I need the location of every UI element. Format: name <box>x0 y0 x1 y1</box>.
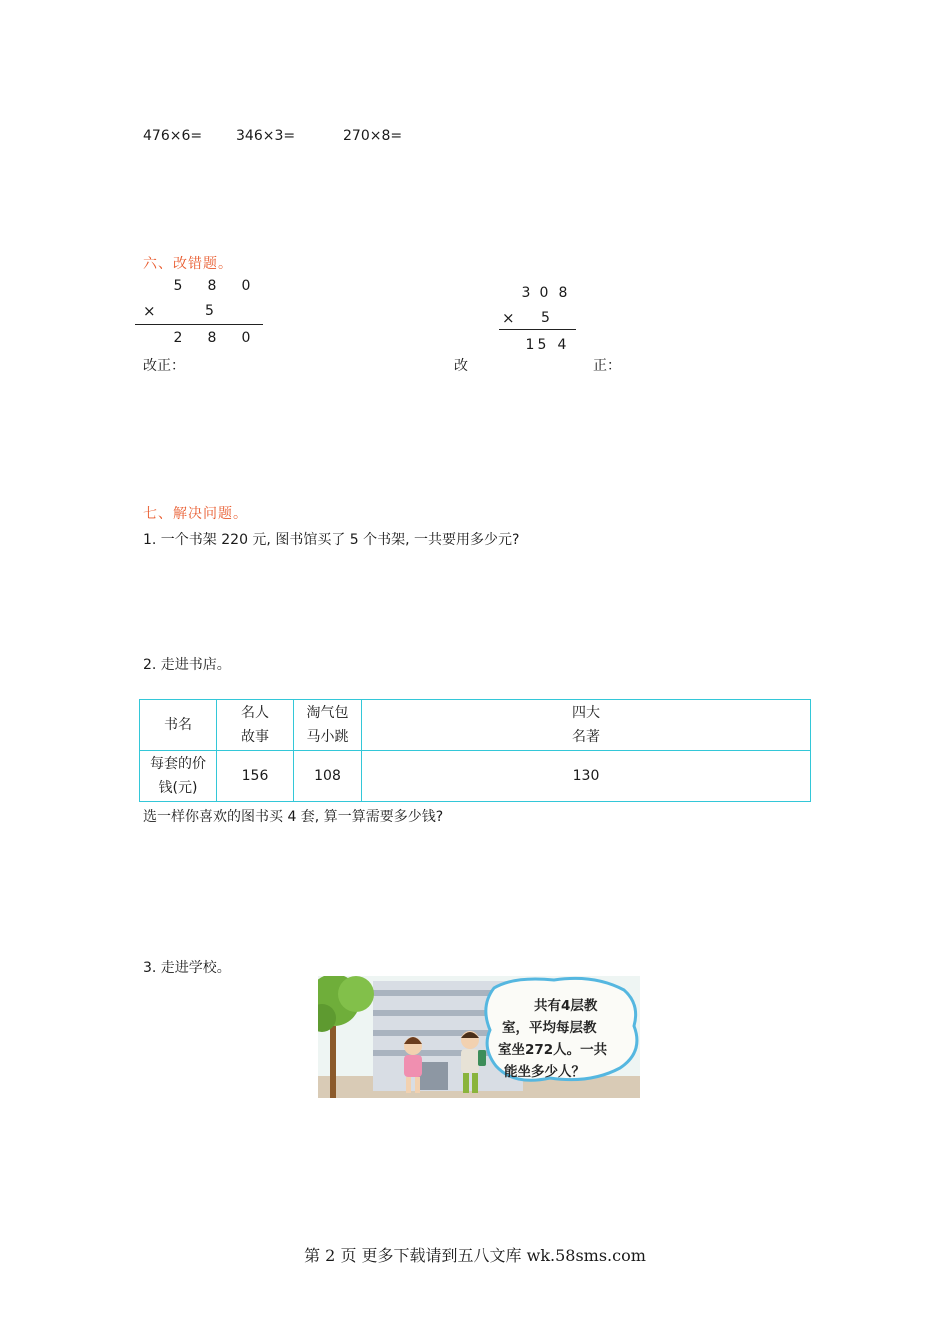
left-mult-sign: × <box>143 302 156 320</box>
page-footer: 第 2 页 更多下载请到五八文库 wk.58sms.com <box>304 1246 646 1265</box>
question-2-prompt: 选一样你喜欢的图书买 4 套, 算一算需要多少钱? <box>143 809 444 825</box>
correction-left-label: 改正： <box>143 358 185 374</box>
left-result <box>166 330 258 346</box>
section6-heading: 六、改错题。 <box>143 256 233 272</box>
table-header-cell: 书名 <box>140 700 217 751</box>
digit: 0 <box>241 278 251 294</box>
table-header-cell: 四大 名著 <box>362 700 811 751</box>
digit: 4 <box>557 337 567 353</box>
calc-q3: 270×8= <box>343 128 403 144</box>
table-header-cell: 每套的价 钱(元) <box>140 751 217 802</box>
digit: 8 <box>558 285 568 301</box>
right-top-number <box>518 285 571 301</box>
bubble-line: 室，平均每层教 <box>502 1020 597 1036</box>
digit: 8 <box>207 330 217 346</box>
question-2: 2. 走进书店。 <box>143 657 231 673</box>
calc-q2: 346×3= <box>236 128 296 144</box>
right-mult-sign: × <box>502 309 515 327</box>
table-cell: 130 <box>362 751 811 802</box>
digit: 5 <box>173 278 183 294</box>
question-1: 1. 一个书架 220 元, 图书馆买了 5 个书架, 一共要用多少元? <box>143 532 520 548</box>
correction-right-label-b: 正： <box>593 358 621 374</box>
right-result <box>524 337 570 353</box>
digit: 8 <box>207 278 217 294</box>
right-rule <box>499 329 576 330</box>
digit: 2 <box>173 330 183 346</box>
table-row <box>140 751 811 802</box>
digit: 0 <box>539 285 549 301</box>
left-multiplier: 5 <box>205 303 214 319</box>
left-rule <box>135 324 263 325</box>
bubble-line: 能坐多少人？ <box>504 1064 585 1080</box>
left-top-number <box>166 278 258 294</box>
bubble-line: 室坐272人。一共 <box>498 1042 608 1058</box>
book-price-table <box>139 699 811 802</box>
correction-right-label-a: 改 <box>454 358 468 374</box>
table-row <box>140 700 811 751</box>
table-header-cell: 名人 故事 <box>217 700 294 751</box>
table-cell: 108 <box>294 751 362 802</box>
table-header-cell: 淘气包 马小跳 <box>294 700 362 751</box>
question-3: 3. 走进学校。 <box>143 960 231 976</box>
bubble-line: 共有4层教 <box>534 998 598 1014</box>
digit: 5 <box>537 337 547 353</box>
right-multiplier: 5 <box>541 310 550 326</box>
digit: 1 <box>525 337 535 353</box>
digit: 3 <box>521 285 531 301</box>
speech-bubble <box>486 978 637 1080</box>
digit: 0 <box>241 330 251 346</box>
calc-q1: 476×6= <box>143 128 203 144</box>
section7-heading: 七、解决问题。 <box>143 506 248 522</box>
table-cell: 156 <box>217 751 294 802</box>
school-illustration <box>318 976 640 1098</box>
